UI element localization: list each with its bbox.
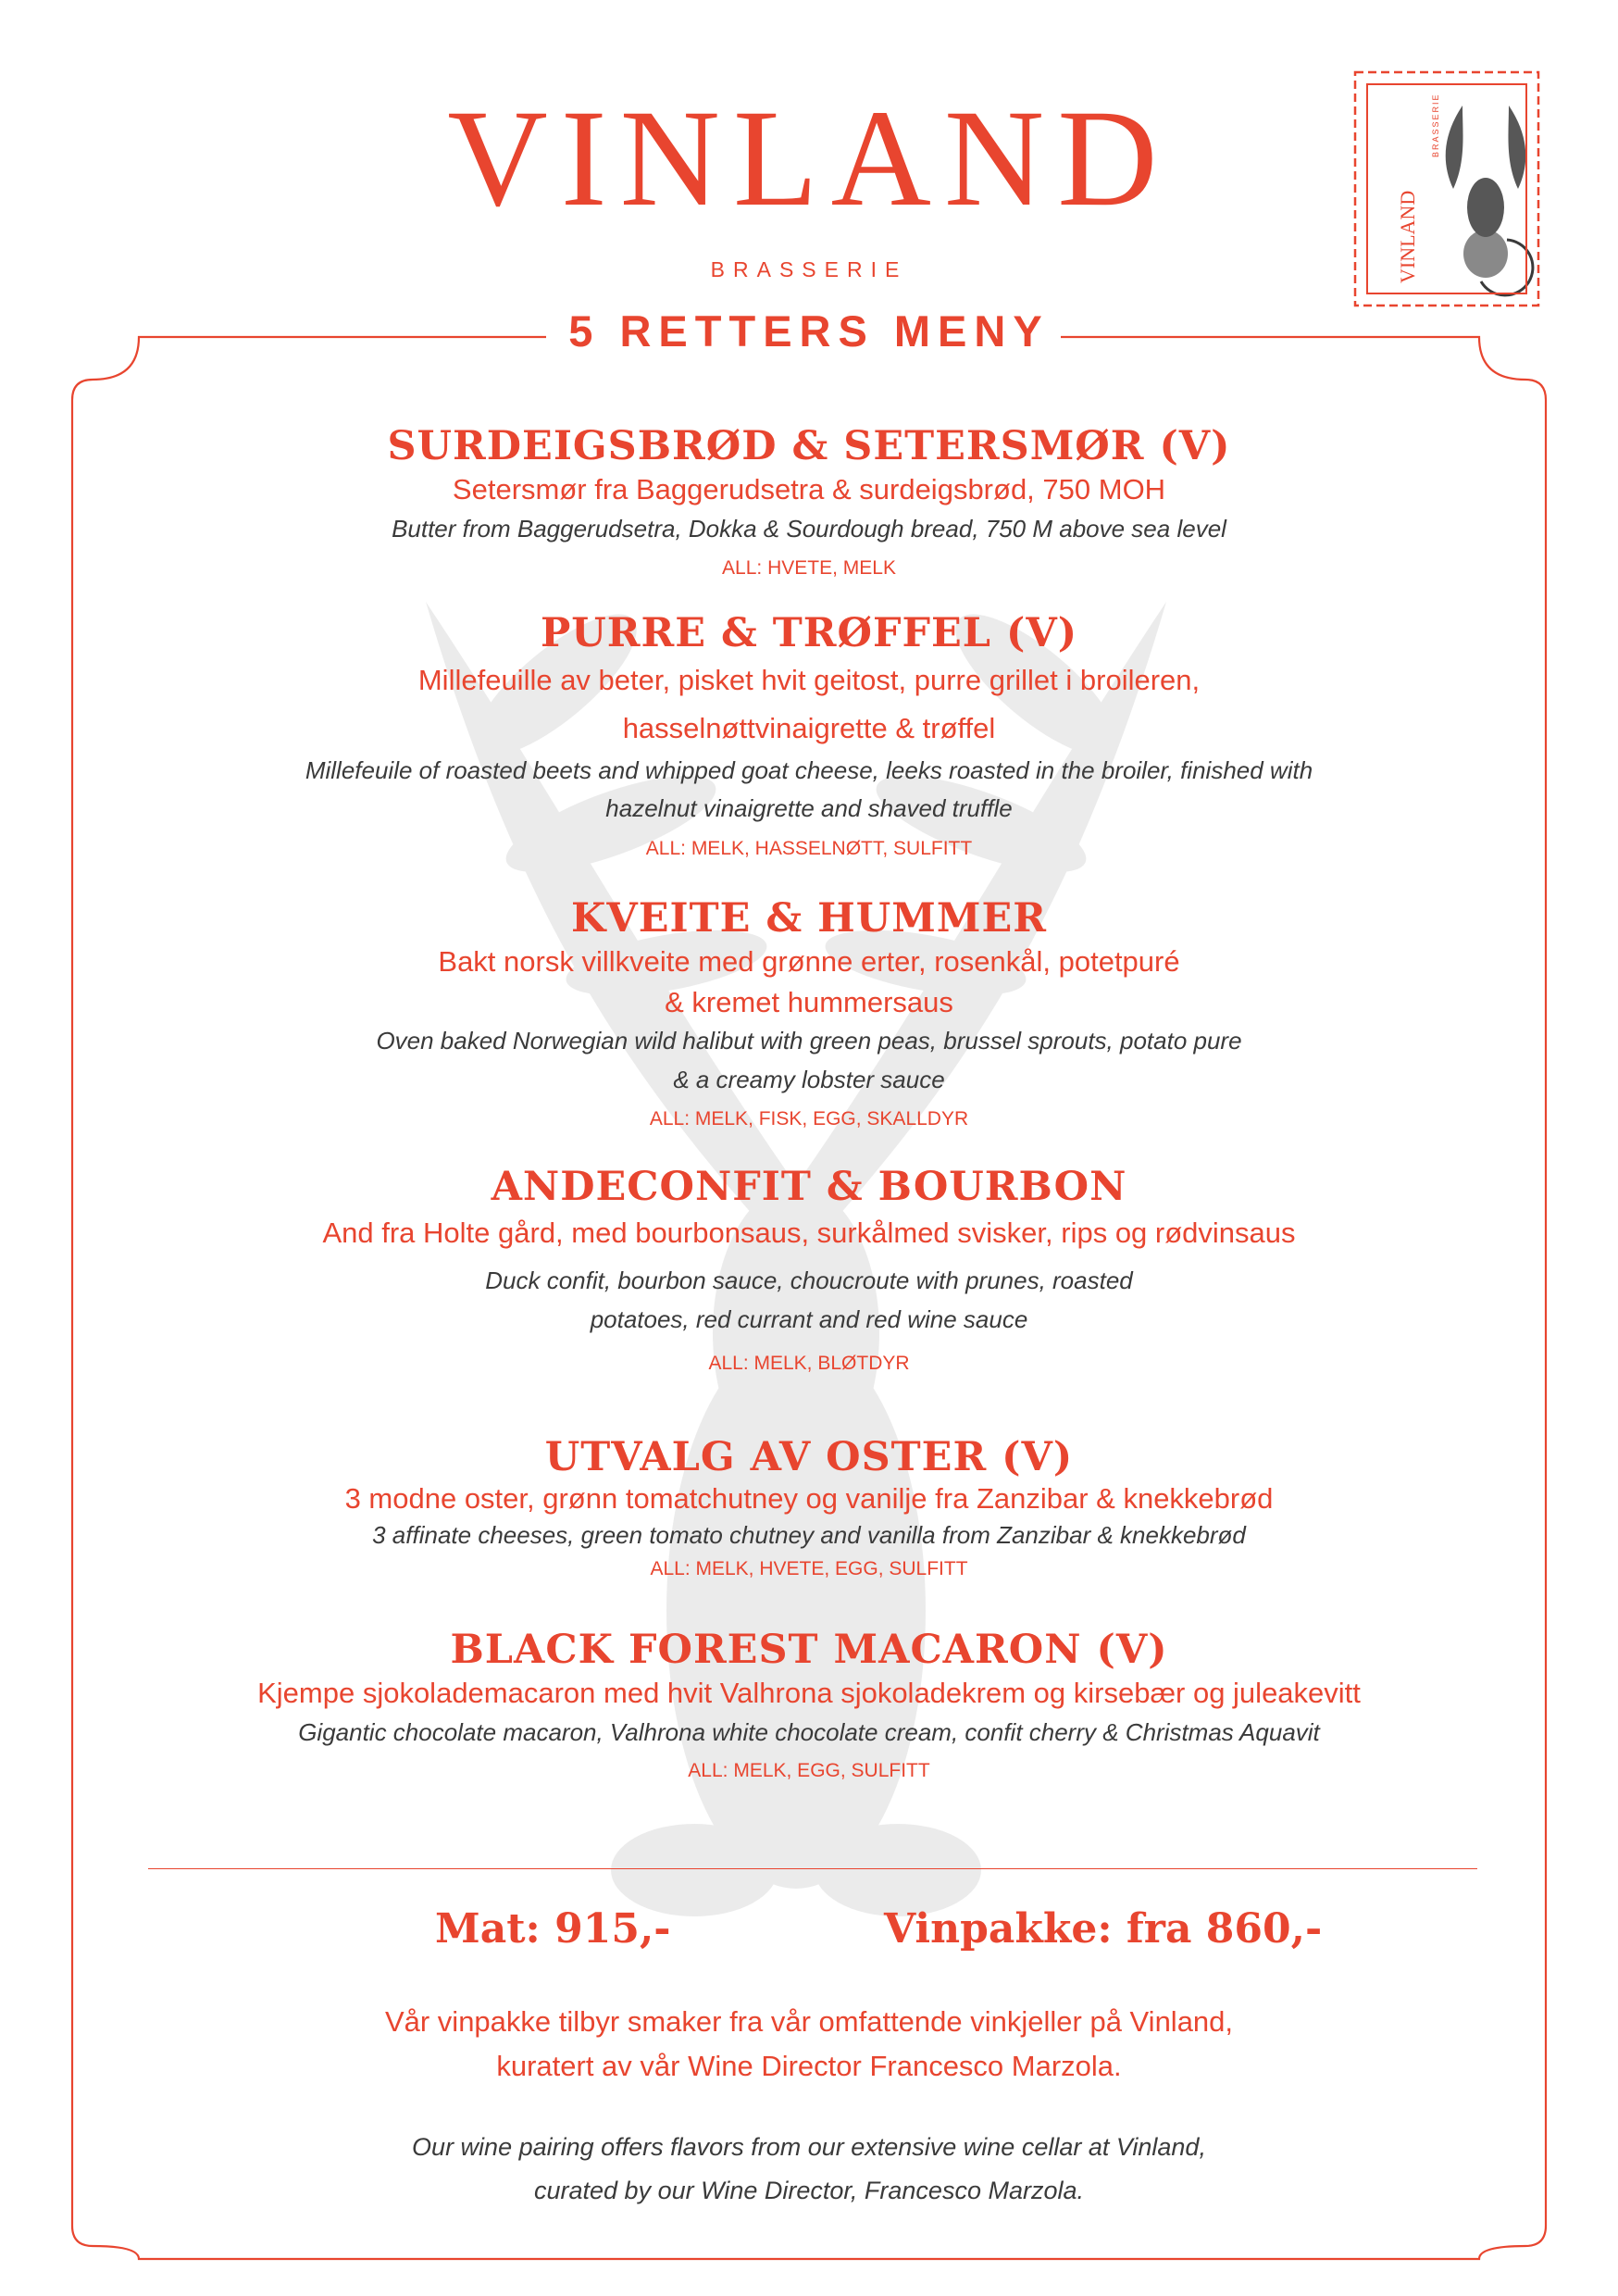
course-description-no: Setersmør fra Baggerudsetra & surdeigsbrød, 750 MOH: [452, 473, 1166, 506]
course-4: [130, 1165, 1488, 1390]
course-description-en: Oven baked Norwegian wild halibut with green peas, brussel sprouts, potato pure: [376, 1027, 1242, 1055]
brand-logo: VINLAND: [447, 81, 1171, 235]
course-title: PURRE & TRØFFEL (V): [540, 610, 1078, 656]
wine-note-en-line: curated by our Wine Director, Francesco Marzola.: [534, 2177, 1084, 2205]
wine-note-no-line: kuratert av vår Wine Director Francesco Marzola.: [496, 2050, 1122, 2083]
stamp-badge: [1351, 69, 1542, 309]
course-title: KVEITE & HUMMER: [571, 895, 1047, 942]
wine-note-no-line: Vår vinpakke tilbyr smaker fra vår omfattende vinkjeller på Vinland,: [384, 2005, 1234, 2038]
course-allergens: ALL: MELK, EGG, SULFITT: [688, 1760, 930, 1782]
course-description-no: Kjempe sjokolademacaron med hvit Valhrona sjokoladekrem og kirsebær og juleakevitt: [257, 1677, 1361, 1710]
course-6: [130, 1628, 1488, 1791]
food-price: Mat: 915,-: [435, 1905, 671, 1953]
course-description-no: 3 modne oster, grønn tomatchutney og vanilje fra Zanzibar & knekkebrød: [344, 1482, 1274, 1516]
section-divider: [148, 1868, 1477, 1869]
course-description-no: And fra Holte gård, med bourbonsaus, surkålmed svisker, rips og rødvinsaus: [322, 1217, 1296, 1250]
course-description-en: & a creamy lobster sauce: [673, 1065, 945, 1093]
course-description-no: hasselnøttvinaigrette & trøffel: [622, 711, 996, 744]
course-5: [130, 1435, 1488, 1587]
stamp-inner-border: [1366, 83, 1527, 294]
course-title: SURDEIGSBRØD & SETERSMØR (V): [387, 423, 1231, 469]
wine-package-price: Vinpakke: fra 860,-: [884, 1905, 1323, 1953]
course-title: BLACK FOREST MACARON (V): [450, 1627, 1168, 1673]
course-description-en: Millefeuile of roasted beets and whipped goat cheese, leeks roasted in the broiler, finished with: [305, 755, 1313, 784]
course-title: UTVALG AV OSTER (V): [544, 1434, 1074, 1480]
course-description-en: Duck confit, bourbon sauce, choucroute with prunes, roasted: [485, 1267, 1133, 1295]
stamp-text: VINLAND: [1396, 190, 1419, 283]
course-allergens: ALL: MELK, FISK, EGG, SKALLDYR: [649, 1108, 969, 1130]
course-allergens: ALL: MELK, HASSELNØTT, SULFITT: [645, 837, 973, 859]
course-description-no: Bakt norsk villkveite med grønne erter, rosenkål, potetpuré: [438, 945, 1180, 979]
wine-note-en-line: Our wine pairing offers flavors from our extensive wine cellar at Vinland,: [412, 2133, 1206, 2161]
course-description-en: Butter from Baggerudsetra, Dokka & Sourdough bread, 750 M above sea level: [392, 514, 1226, 543]
course-1: [130, 424, 1488, 590]
course-description-en: hazelnut vinaigrette and shaved truffle: [605, 794, 1013, 823]
wine-note-en: [130, 2126, 1488, 2214]
course-3: [130, 896, 1488, 1141]
wine-note-no: [130, 2000, 1488, 2089]
course-allergens: ALL: MELK, HVETE, EGG, SULFITT: [650, 1558, 968, 1580]
course-description-en: Gigantic chocolate macaron, Valhrona white chocolate cream, confit cherry & Christmas Aquavit: [298, 1717, 1320, 1746]
course-title: ANDECONFIT & BOURBON: [491, 1164, 1127, 1210]
menu-title: 5 RETTERS MENY: [568, 306, 1050, 356]
brand-subtitle: BRASSERIE: [710, 257, 908, 281]
course-2: [130, 611, 1488, 869]
course-description-no: & kremet hummersaus: [665, 985, 953, 1018]
course-allergens: ALL: HVETE, MELK: [722, 557, 896, 580]
course-description-en: potatoes, red currant and red wine sauce: [590, 1304, 1028, 1333]
course-description-no: Millefeuille av beter, pisket hvit geitost, purre grillet i broileren,: [417, 664, 1201, 697]
stamp-subtext: BRASSERIE: [1431, 93, 1440, 157]
course-allergens: ALL: MELK, BLØTDYR: [708, 1353, 910, 1375]
course-description-en: 3 affinate cheeses, green tomato chutney and vanilla from Zanzibar & knekkebrød: [372, 1520, 1246, 1549]
